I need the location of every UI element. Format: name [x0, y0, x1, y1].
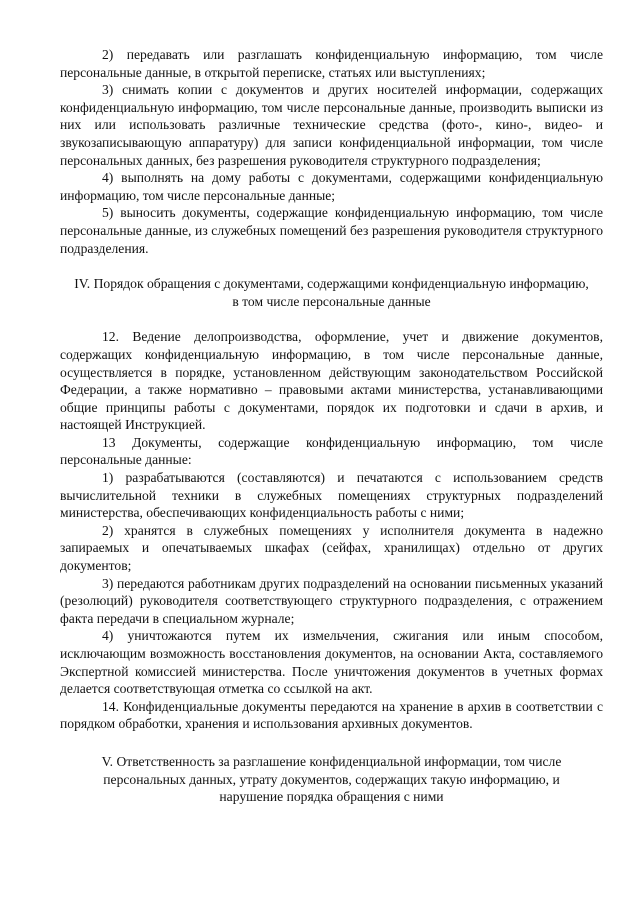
list-item-4: 4) выполнять на дому работы с документами, содержащими конфиденциальную информацию, том числе персональные данные;: [60, 170, 603, 203]
spacer: [60, 310, 603, 328]
paragraph-13-item-2: 2) хранятся в служебных помещениях у исполнителя документа в надежно запираемых и опечатываемых шкафах (сейфах, хранилищах) отдельно от других документов;: [60, 522, 603, 574]
list-item-2: 2) передавать или разглашать конфиденциальную информацию, том числе персональные данные, в открытой переписке, статьях или выступлениях;: [60, 47, 603, 80]
paragraph-14: 14. Конфиденциальные документы передаются на хранение в архив в соответствии с порядком обработки, хранения и использования архивных документов.: [60, 698, 603, 732]
spacer: [60, 257, 603, 275]
list-item-5: 5) выносить документы, содержащие конфиденциальную информацию, том числе персональные данные, из служебных помещений без разрешения руководителя структурного подразделения.: [60, 205, 603, 256]
list-item-3: 3) снимать копии с документов и других носителей информации, содержащих конфиденциальную информацию, том числе персональные данные, производить выписки из них или использовать различные технические средства (фото-, кино-, видео- и звукозаписывающую аппаратуру) для записи конфиденциальной информации, том числе персональных данных, без разрешения руководителя структурного подразделения;: [60, 82, 603, 168]
paragraph-13-item-3: 3) передаются работникам других подразделений на основании письменных указаний (резолюций) руководителя соответствующего структурного подразделения, с отражением факта передачи в специальном журнале;: [60, 575, 603, 626]
paragraph-13-item-4: 4) уничтожаются путем их измельчения, сжигания или иным способом, исключающим возможность восстановления документов, на основании Акта, составляемого Экспертной комиссией министерства. После уничтожения документов в учетных формах делается соответствующая отметка со ссылкой на акт.: [60, 628, 603, 697]
paragraph-13: 13 Документы, содержащие конфиденциальную информацию, том числе персональные данные:: [60, 434, 603, 468]
paragraph-13-item-1: 1) разрабатываются (составляются) и печатаются с использованием средств вычислительной техники в служебных помещениях структурных подразделений министерства, обеспечивающих конфиденциальность работы с ними;: [60, 470, 603, 521]
document-page: [60, 46, 603, 806]
spacer: [60, 733, 603, 753]
paragraph-12: 12. Ведение делопроизводства, оформление, учет и движение документов, содержащих конфиденциальную информацию, в том числе персональные данные, осуществляется в порядке, установленном действующим законодательством Российской Федерации, а также нормативно – правовыми актами министерства, устанавливающими общие принципы работы с документами, порядок их подготовки и сдачи в архив, и настоящей Инструкцией.: [60, 329, 603, 433]
section-5-heading: V. Ответственность за разглашение конфиденциальной информации, том числе персональных данных, утрату документов, содержащих такую информацию, и нарушение порядка обращения с ними: [101, 753, 562, 805]
section-4-heading: IV. Порядок обращения с документами, содержащими конфиденциальную информацию, в том числе персональные данные: [74, 276, 589, 309]
